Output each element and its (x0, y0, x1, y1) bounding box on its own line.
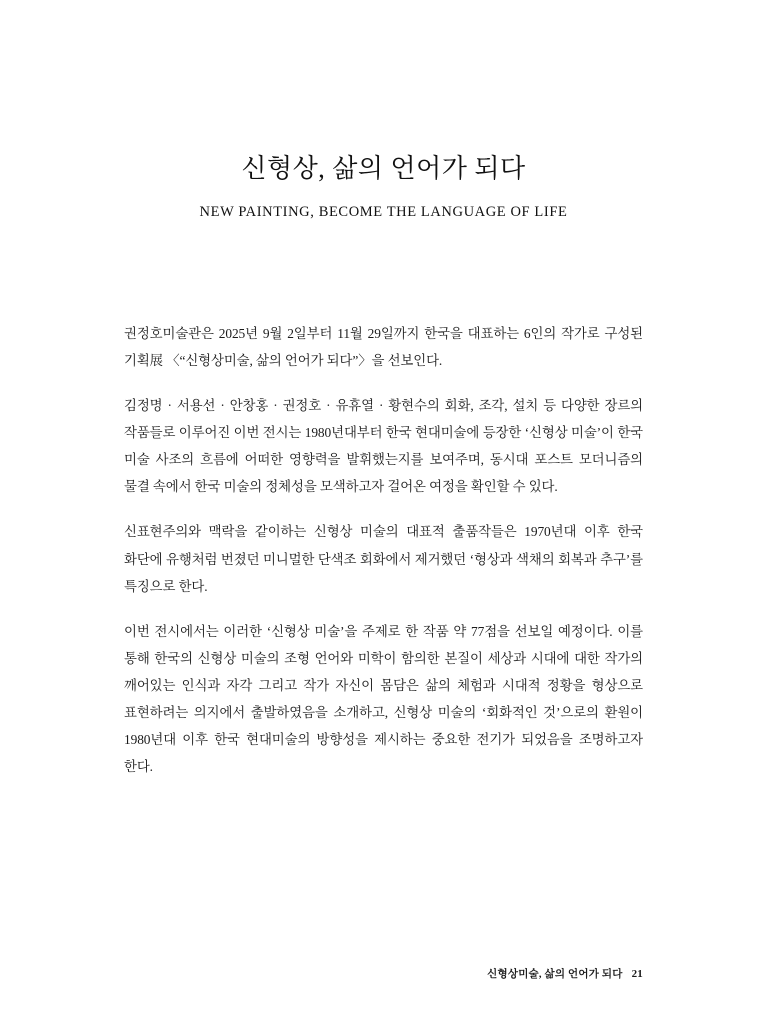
paragraph: 이번 전시에서는 이러한 ‘신형상 미술’을 주제로 한 작품 약 77점을 선보일 예정이다. 이를 통해 한국의 신형상 미술의 조형 언어와 미학이 함의한 본질이 세상과 시대에 대한 작가의 깨어있는 인식과 자각 그리고 작가 자신이 몸담은 삶의 체험과 시대적 정황을 형상으로 표현하려는 의지에서 출발하였음을 소개하고, 신형상 미술의 ‘회화적인 것’으로의 환원이 1980년대 이후 한국 현대미술의 방향성을 제시하는 중요한 전기가 되었음을 조명하고자 한다. (124, 623, 643, 775)
page-title-english: NEW PAINTING, BECOME THE LANGUAGE OF LIFE (199, 203, 568, 220)
page-footer (487, 966, 643, 981)
body-text (124, 320, 643, 780)
paragraph: 권정호미술관은 2025년 9월 2일부터 11월 29일까지 한국을 대표하는 6인의 작가로 구성된 기획展 〈“신형상미술, 삶의 언어가 되다”〉을 선보인다. (124, 326, 643, 369)
title-block (0, 152, 767, 221)
paragraph: 김정명 · 서용선 · 안창홍 · 권정호 · 유휴열 · 황현수의 회화, 조각, 설치 등 다양한 장르의 작품들로 이루어진 이번 전시는 1980년대부터 한국 현대미술에 등장한 ‘신형상 미술’이 한국 미술 사조의 흐름에 어떠한 영향력을 발휘했는지를 보여주며, 동시대 포스트 모더니즘의 물결 속에서 한국 미술의 정체성을 모색하고자 걸어온 여정을 확인할 수 있다. (124, 398, 643, 495)
footer-running-title: 신형상미술, 삶의 언어가 되다 (487, 969, 623, 980)
paragraph: 신표현주의와 맥락을 같이하는 신형상 미술의 대표적 출품작들은 1970년대 이후 한국 화단에 유행처럼 번졌던 미니멀한 단색조 회화에서 제거했던 ‘형상과 색채의 회복과 추구’를 특징으로 한다. (124, 524, 643, 594)
page-number: 21 (631, 968, 643, 980)
page-title-korean: 신형상, 삶의 언어가 되다 (241, 154, 526, 183)
